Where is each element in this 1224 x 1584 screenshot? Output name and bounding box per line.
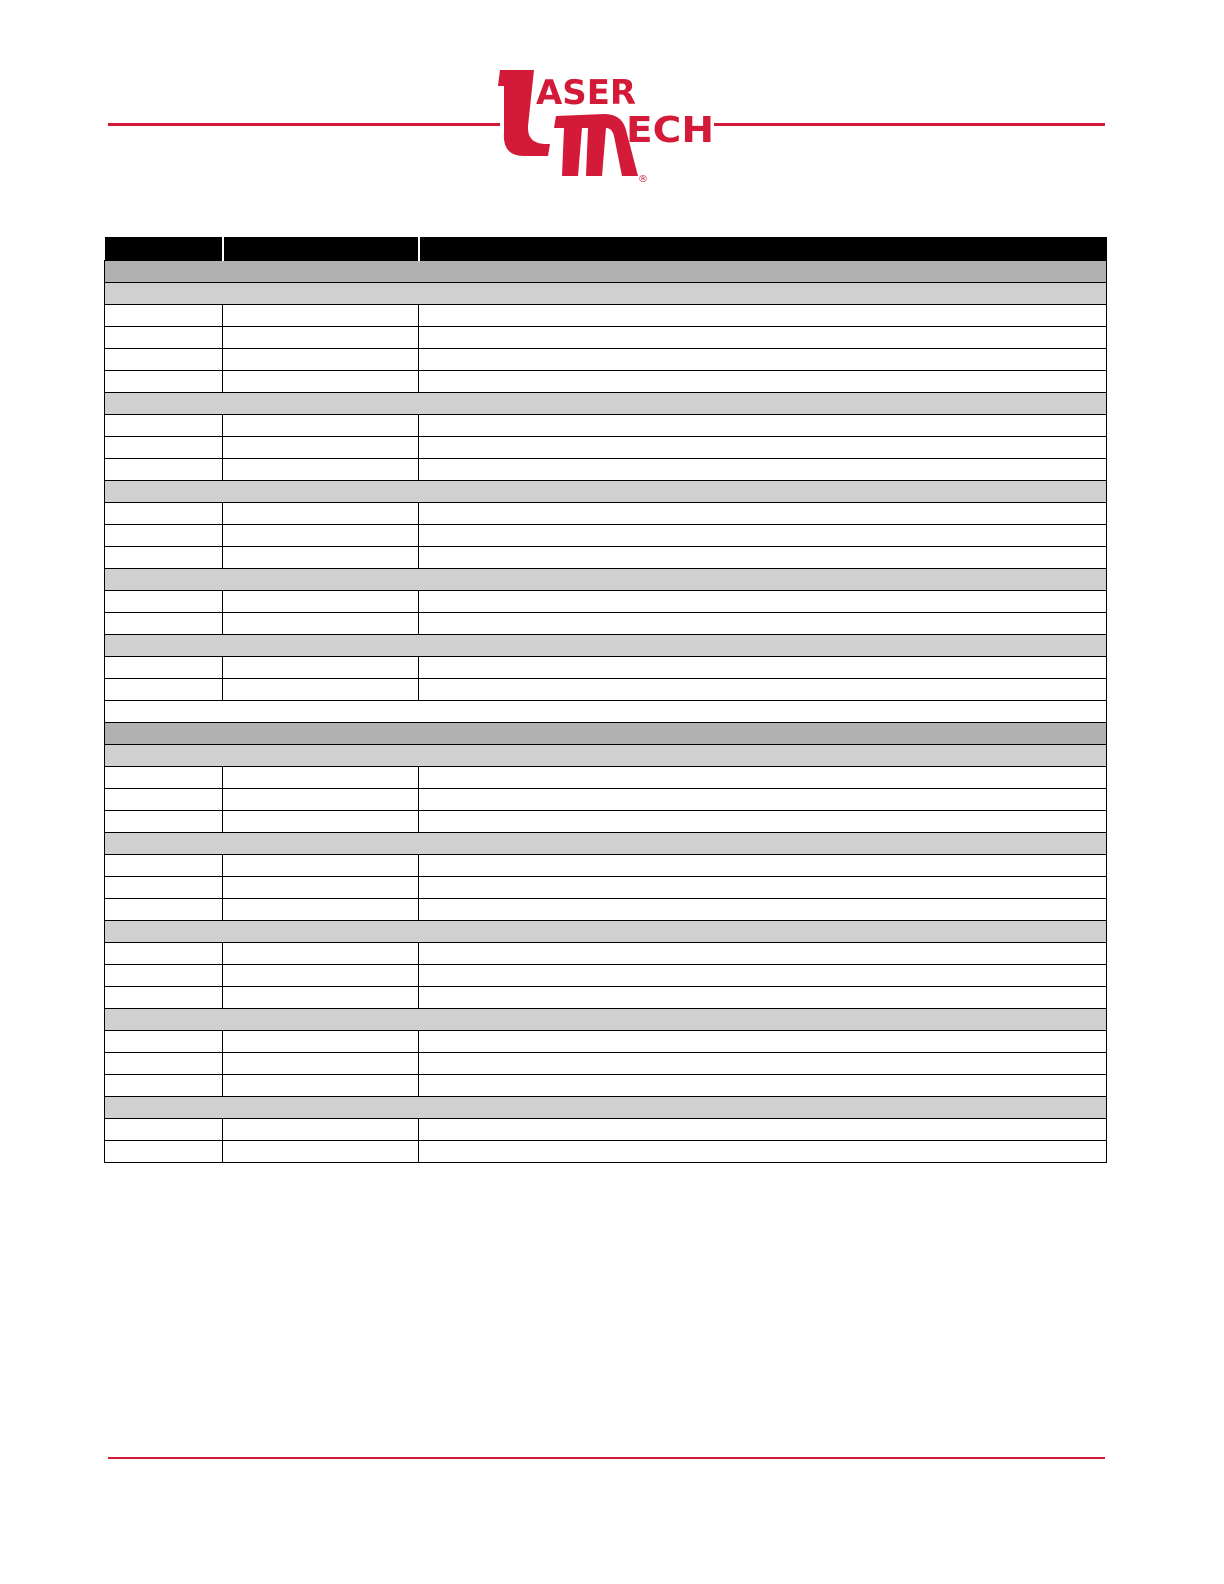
table-cell	[105, 590, 223, 612]
table-subsection-row	[105, 480, 1107, 502]
registered-mark: ®	[638, 174, 648, 185]
section-cell	[105, 722, 1107, 744]
table-row	[105, 414, 1107, 436]
table-cell	[223, 546, 419, 568]
table-cell	[105, 304, 223, 326]
table-row	[105, 964, 1107, 986]
table-header-row	[105, 237, 1107, 260]
table-row	[105, 436, 1107, 458]
table-row	[105, 326, 1107, 348]
table-subsection-row	[105, 744, 1107, 766]
table-cell	[223, 370, 419, 392]
table-cell	[223, 590, 419, 612]
table-cell	[223, 1140, 419, 1162]
section-cell	[105, 260, 1107, 282]
table-cell	[223, 1030, 419, 1052]
table-header-cell	[223, 237, 419, 260]
table-cell	[105, 788, 223, 810]
table-cell	[419, 656, 1107, 678]
table-row	[105, 810, 1107, 832]
table-cell	[105, 810, 223, 832]
table-row	[105, 612, 1107, 634]
table-cell	[419, 304, 1107, 326]
table-cell	[419, 1118, 1107, 1140]
table-cell	[223, 678, 419, 700]
table-row	[105, 678, 1107, 700]
table-row	[105, 1030, 1107, 1052]
table-row	[105, 656, 1107, 678]
subsection-cell	[105, 480, 1107, 502]
table-subsection-row	[105, 634, 1107, 656]
subsection-cell	[105, 392, 1107, 414]
table-cell	[419, 788, 1107, 810]
table-cell	[223, 348, 419, 370]
table-row	[105, 898, 1107, 920]
table-cell	[105, 1030, 223, 1052]
table-cell	[105, 1118, 223, 1140]
table-subsection-row	[105, 1008, 1107, 1030]
table-row	[105, 590, 1107, 612]
table-subsection-row	[105, 920, 1107, 942]
table-row	[105, 304, 1107, 326]
table-cell	[223, 502, 419, 524]
table-subsection-row	[105, 282, 1107, 304]
table-row	[105, 546, 1107, 568]
table-cell	[419, 766, 1107, 788]
table-cell	[105, 502, 223, 524]
table-cell	[105, 678, 223, 700]
table-cell	[419, 986, 1107, 1008]
table-cell	[105, 854, 223, 876]
table-cell	[105, 458, 223, 480]
table-row	[105, 766, 1107, 788]
table-cell	[223, 414, 419, 436]
table-cell	[105, 370, 223, 392]
table-cell	[223, 1118, 419, 1140]
table-cell	[105, 612, 223, 634]
table-body	[105, 260, 1107, 1162]
table-row	[105, 876, 1107, 898]
table-cell	[223, 524, 419, 546]
subsection-cell	[105, 920, 1107, 942]
table-cell	[105, 1052, 223, 1074]
table-cell	[419, 502, 1107, 524]
table-cell	[419, 964, 1107, 986]
table-cell	[223, 436, 419, 458]
table-cell	[419, 326, 1107, 348]
table-row	[105, 1140, 1107, 1162]
table-cell	[419, 370, 1107, 392]
subsection-cell	[105, 568, 1107, 590]
table-cell	[105, 986, 223, 1008]
table-row	[105, 524, 1107, 546]
table-cell	[223, 986, 419, 1008]
table-subsection-row	[105, 1096, 1107, 1118]
table-cell	[419, 612, 1107, 634]
subsection-cell	[105, 744, 1107, 766]
table-subsection-row	[105, 568, 1107, 590]
table-cell	[419, 854, 1107, 876]
spacer-cell	[105, 700, 1107, 722]
table-cell	[105, 898, 223, 920]
table-cell	[223, 810, 419, 832]
footer-rule	[108, 1457, 1105, 1459]
table-cell	[419, 546, 1107, 568]
table-cell	[223, 1074, 419, 1096]
table-cell	[419, 458, 1107, 480]
table-section-row	[105, 260, 1107, 282]
logo-aser-text: ASER	[536, 73, 636, 113]
table-cell	[223, 656, 419, 678]
table-row	[105, 986, 1107, 1008]
table-row	[105, 1052, 1107, 1074]
table-row	[105, 788, 1107, 810]
table-subsection-row	[105, 832, 1107, 854]
table-cell	[419, 876, 1107, 898]
table-row	[105, 348, 1107, 370]
table-cell	[105, 964, 223, 986]
subsection-cell	[105, 282, 1107, 304]
table-cell	[419, 436, 1107, 458]
table-cell	[223, 458, 419, 480]
table-cell	[419, 1052, 1107, 1074]
table-cell	[105, 766, 223, 788]
table-cell	[419, 942, 1107, 964]
table-cell	[419, 678, 1107, 700]
table-cell	[105, 876, 223, 898]
subsection-cell	[105, 832, 1107, 854]
table-cell	[223, 876, 419, 898]
header-rule-right	[714, 123, 1105, 126]
table-cell	[419, 1140, 1107, 1162]
table-cell	[105, 414, 223, 436]
table-cell	[419, 810, 1107, 832]
table-row	[105, 502, 1107, 524]
table-cell	[419, 348, 1107, 370]
subsection-cell	[105, 1096, 1107, 1118]
subsection-cell	[105, 634, 1107, 656]
table-cell	[419, 898, 1107, 920]
table-cell	[419, 1030, 1107, 1052]
table-cell	[105, 326, 223, 348]
table-cell	[223, 612, 419, 634]
table-cell	[105, 1140, 223, 1162]
table-cell	[105, 546, 223, 568]
table-cell	[223, 942, 419, 964]
table-cell	[105, 348, 223, 370]
table-cell	[105, 656, 223, 678]
table-cell	[105, 1074, 223, 1096]
laser-mech-logo	[494, 64, 720, 186]
table-section-row	[105, 722, 1107, 744]
table-header-cell	[419, 237, 1107, 260]
table-cell	[223, 854, 419, 876]
logo-ech-text: ECH	[626, 110, 714, 151]
table-row	[105, 370, 1107, 392]
table-row	[105, 854, 1107, 876]
table-row	[105, 1074, 1107, 1096]
table-cell	[419, 524, 1107, 546]
table-header-cell	[105, 237, 223, 260]
table-cell	[223, 898, 419, 920]
table-row	[105, 458, 1107, 480]
table-cell	[105, 942, 223, 964]
table-cell	[419, 590, 1107, 612]
subsection-cell	[105, 1008, 1107, 1030]
table-row	[105, 1118, 1107, 1140]
header-rule-left	[108, 123, 500, 126]
table-cell	[223, 964, 419, 986]
table-cell	[223, 1052, 419, 1074]
table-cell	[223, 326, 419, 348]
table-subsection-row	[105, 392, 1107, 414]
table-cell	[223, 788, 419, 810]
table-spacer-row	[105, 700, 1107, 722]
table-cell	[105, 436, 223, 458]
table-row	[105, 942, 1107, 964]
table-cell	[105, 524, 223, 546]
data-table	[104, 237, 1107, 1163]
table-cell	[419, 1074, 1107, 1096]
table-cell	[223, 304, 419, 326]
table-cell	[419, 414, 1107, 436]
table-cell	[223, 766, 419, 788]
